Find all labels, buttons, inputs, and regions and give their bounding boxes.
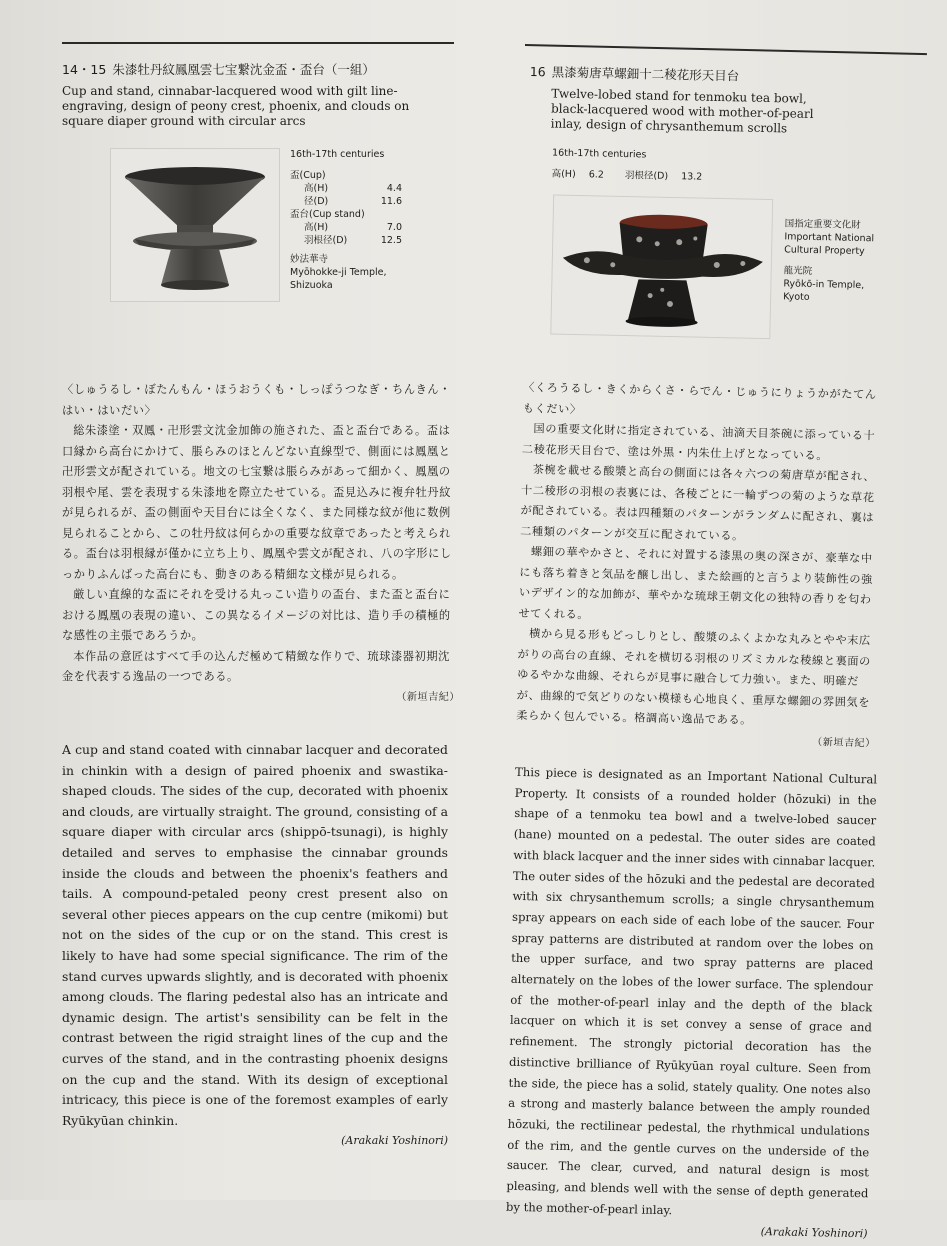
right-period: 16th-17th centuries (551, 147, 647, 161)
right-specs (552, 146, 813, 185)
right-entry-number: 16 (529, 63, 546, 80)
right-en-paragraph: This piece is designated as an Important National Cultural Property. It consists of a rounded holder (hōzuki) in the shape of a tenmoku tea bowl and a twelve-lobed saucer (hane) mounted on a pedestal. The outer sides are coated with black lacquer and the inner sides with cinnabar lacquer. The outer sides of the hōzuki and the pedestal are decorated with six chrysanthemum scrolls; a single chrysanthemum spray appears on each side of each lobe of the saucer. Four spray patterns are distributed at random over the lobes on the upper surface, and two spray patterns are placed alternately on the lobes of the lower surface. The splendour of the mother-of-pearl inlay and the depth of the black lacquer on which it is set convey a sense of grace and refinement. The strongly pictorial decoration has the distinctive brilliance of Ryūkyūan royal culture. Seen from the side, the piece has a solid, stately quality. One notes also a strong and masterly balance between the amply rounded hōzuki, the rectilinear pedestal, the rhythmical undulations of the rim, and the gentle curves on the underside of the saucer. The clear, curved, and natural design is most pleasing, and blends well with the sense of depth generated by the mother-of-pearl inlay. (505, 764, 878, 1217)
left-jp-paragraph: 厳しい直線的な盃にそれを受ける丸っこい造りの盃台、また盃と盃台における鳳凰の表現の違い、この異なるイメージの対比は、造り手の積極的な感性の主張であろうか。 (62, 588, 451, 642)
stand-label: 盃台(Cup stand) (290, 209, 365, 220)
left-top-rule (62, 42, 454, 44)
cup-height-row: 高(H) 4.4 (304, 183, 402, 194)
right-dimensions: 高(H) 6.2 羽根径(D) 13.2 (551, 168, 703, 183)
right-jp-paragraph: 国の重要文化財に指定されている、油滴天目茶碗に添っている十二稜花形天目台で、塗は外黒・内朱仕上げとなっている。 (521, 422, 876, 462)
left-title-en: Cup and stand, cinnabar-lacquered wood with gilt line-engraving, design of peony crest, phoenix, and clouds on square diaper ground with circular arcs (62, 84, 410, 128)
right-title-jp: 16 黒漆菊唐草螺鈿十二稜花形天目台 (529, 63, 740, 84)
left-en-signature: (Arakaki Yoshinori) (341, 1134, 448, 1148)
right-top-rule (525, 44, 927, 55)
right-column (505, 62, 925, 1241)
right-jp-paragraph: 螺鈿の華やかさと、それに対置する漆黒の奥の深さが、豪華な中にも落ち着きと気品を醸し出し、また絵画的と言うより装飾性の強いデザイン的な加飾が、華やかな琉球王朝文化の独特の香りを匂わせてくれる。 (518, 545, 874, 621)
left-en-paragraph: A cup and stand coated with cinnabar lacquer and decorated in chinkin with a design of paired phoenix and swastika-shaped clouds. The sides of the cup, decorated with phoenix and clouds, are virtually straight. The ground, consisting of a square diaper with circular arcs (shippō-tsunagi), is highly detailed and serves to emphasise the cinnabar grounds inside the clouds and between the phoenix's feathers and tails. A compound-petaled peony crest present also on several other pieces appears on the cup centre (mikomi) but not on the sides of the cup or on the stand. This crest is likely to have had some special significance. The rim of the stand curves upwards slightly, and is decorated with phoenix among clouds. The flaring pedestal also has an intricate and dynamic design. The artist's sensibility can be felt in the contrast between the rigid straight lines of the cup and the curves of the stand, and in the contrasting phoenix designs on the cup and the stand. With its design of exceptional intricacy, this piece is one of the foremost examples of early Ryūkyūan chinkin. (62, 742, 448, 1128)
left-entry-number: 14・15 (62, 62, 107, 77)
right-en-text (505, 762, 877, 1246)
stand-height-row: 高(H) 7.0 (304, 222, 402, 233)
right-owner-en: Ryōkō-in Temple, Kyoto (783, 278, 865, 303)
tenmoku-stand-photo (550, 195, 773, 340)
right-jp-signature: （新垣吉紀） (812, 736, 876, 749)
right-owner-jp: 龍光院 (783, 265, 813, 277)
left-en-text (62, 740, 448, 1152)
right-designation (783, 217, 915, 306)
left-owner-jp: 妙法華寺 (290, 254, 329, 265)
left-jp-paragraph: 本作品の意匠はすべて手の込んだ極めて精緻な作りで、琉球漆器初期沈金を代表する逸品の一つである。 (62, 649, 450, 683)
cup-label: 盃(Cup) (290, 170, 326, 181)
left-column (62, 60, 462, 129)
left-jp-text (62, 380, 460, 708)
right-jp-paragraph: 茶椀を載せる酸漿と高台の側面には各々六つの菊唐草が配され、十二稜形の羽根の表裏には、各稜ごとに一輪ずつの菊のような草花が配されている。表は四種類のパターンがランダムに配され、裏は二種類のパターンが交互に配されている。 (520, 463, 876, 543)
designation-en: Important National Cultural Property (784, 231, 875, 258)
cup-and-stand-image (111, 149, 279, 301)
cup-diam-row: 径(D) 11.6 (304, 196, 402, 207)
left-jp-paragraph: 総朱漆塗・双鳳・卍形雲文沈金加飾の施された、盃と盃台である。盃は口縁から高台にかけて、脹らみのほとんどない直線型で、側面には鳳凰と卍形雲文が配されている。地文の七宝繋は脹らみがあって細かく、鳳凰の羽根や尾、雲を表現する朱漆地を際立たせている。盃見込みに複弁牡丹紋が見られるが、盃の側面や天目台には全くなく、また同様な紋が他に数例見られることから、この牡丹紋は何らかの重要な紋章であったと考えられる。盃台は羽根縁が僅かに立ち上り、鳳凰や雲文が配され、八の字形にしっかりふんばった高台にも、動きのある精細な文様が見られる。 (62, 424, 452, 581)
left-period: 16th-17th centuries (290, 149, 385, 160)
stand-foot-row: 羽根径(D) 12.5 (304, 235, 402, 246)
left-jp-signature: （新垣吉紀） (396, 691, 460, 703)
right-jp-reading: 〈くろうるし・きくからくさ・らでん・じゅうにりょうかがたてんもくだい〉 (522, 380, 877, 416)
left-owner-en: Myōhokke-ji Temple, Shizuoka (290, 267, 387, 291)
left-title-jp: 14・15 朱漆牡丹紋鳳凰雲七宝繋沈金盃・盃台（一組） (62, 62, 375, 77)
cup-and-stand-photo (110, 148, 280, 302)
left-specs (290, 148, 430, 292)
left-jp-reading: 〈しゅうるし・ぼたんもん・ほうおうくも・しっぽうつなぎ・ちんきん・はい・はいだい〉 (62, 383, 451, 417)
right-title-en: Twelve-lobed stand for tenmoku tea bowl, black-lacquered wood with mother-of-pearl inlay, design of chrysanthemum scrolls (550, 86, 814, 136)
right-jp-text (516, 378, 884, 754)
tenmoku-stand-image (551, 196, 772, 339)
designation-jp: 国指定重要文化財 (784, 218, 861, 231)
right-en-signature: (Arakaki Yoshinori) (760, 1225, 868, 1241)
right-jp-paragraph: 横から見る形もどっしりとし、酸漿のふくよかな丸みとやや末広がりの高台の直線、それを横切る羽根のリズミカルな稜線と裏面のゆるやかな曲線、それらが見事に融合して力強い。また、明確だが、曲線的で気どりのない模様も心地良く、重厚な螺鈿の雰囲気を柔らかく包んでいる。格調高い逸品である。 (516, 627, 872, 727)
